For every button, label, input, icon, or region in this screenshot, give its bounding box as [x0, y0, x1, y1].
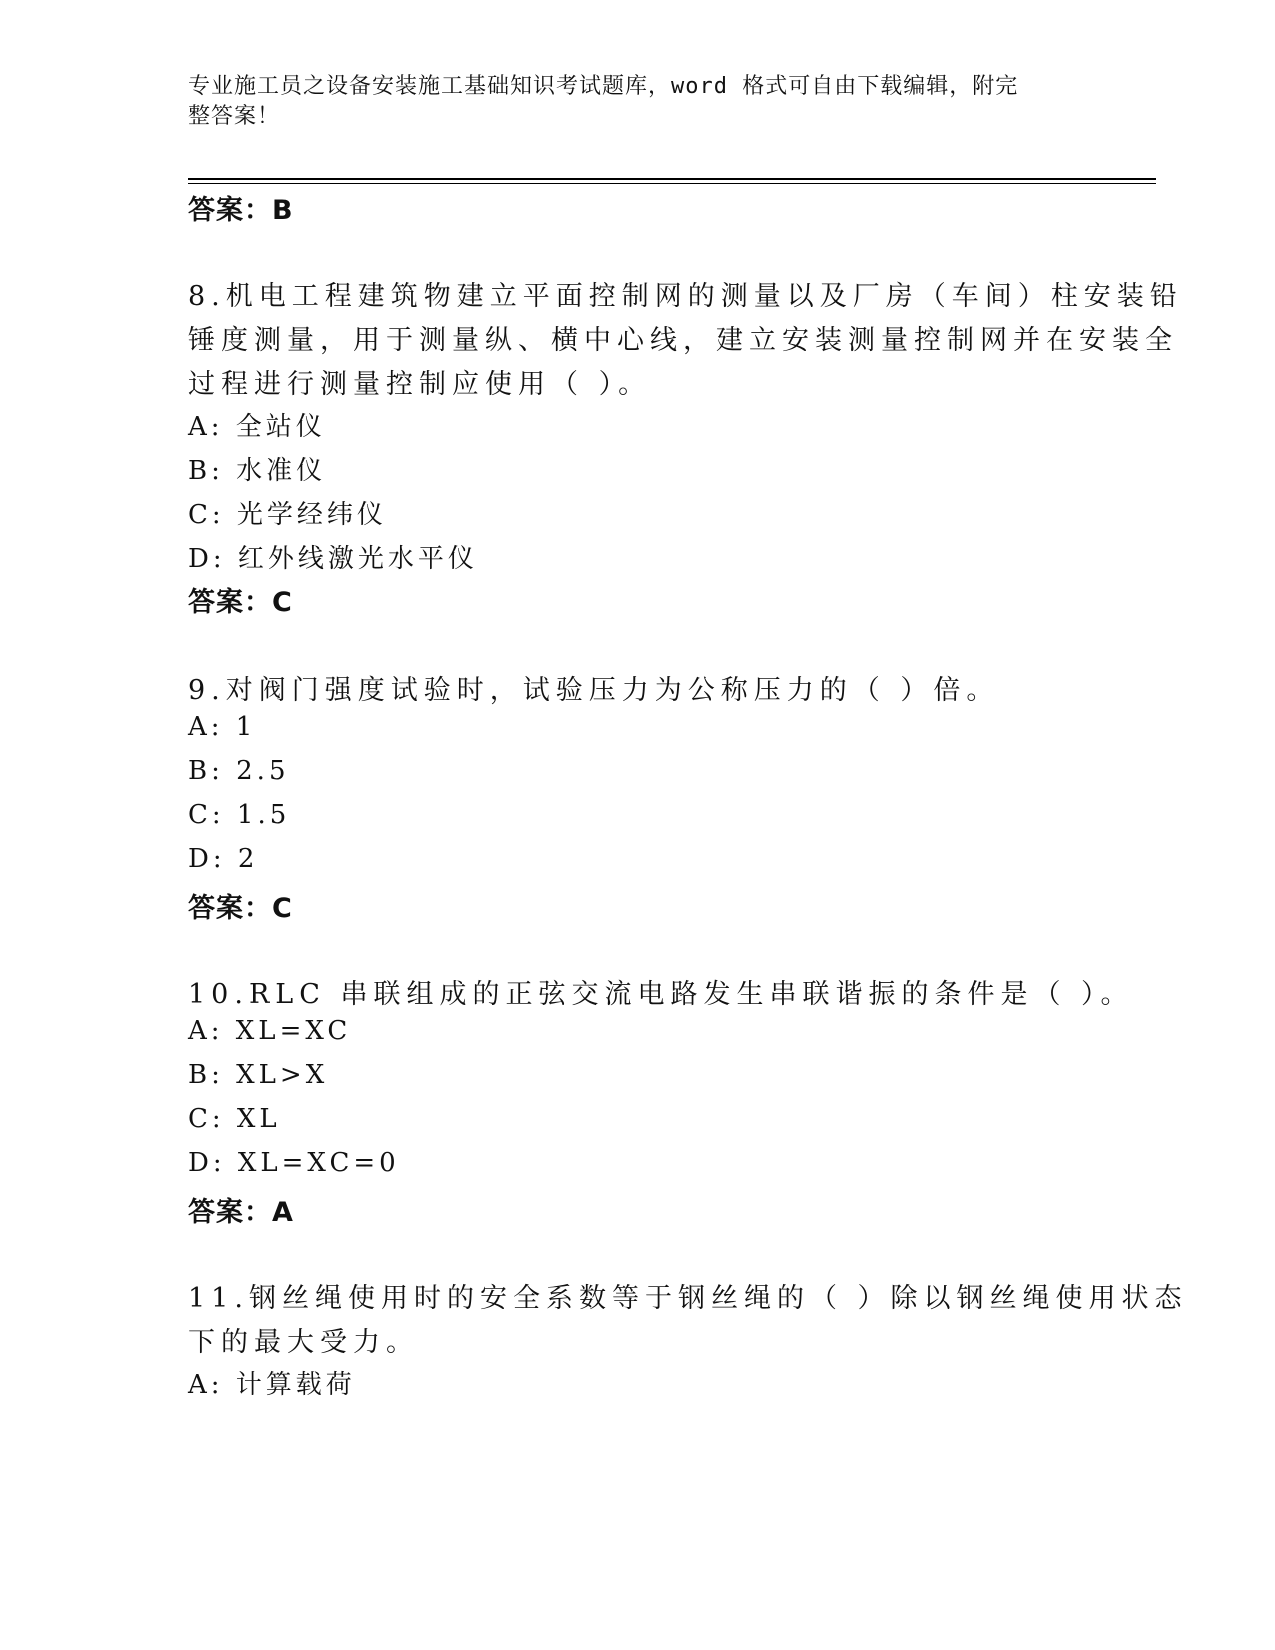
question-9-answer: 答案：C	[188, 893, 293, 924]
question-10-answer: 答案：A	[188, 1197, 294, 1228]
question-11-line-2: 下的最大受力。	[188, 1327, 419, 1358]
question-10-option-d: D: XL=XC=0	[188, 1148, 400, 1178]
question-11-line-1: 11.钢丝绳使用时的安全系数等于钢丝绳的（ ）除以钢丝绳使用状态	[188, 1283, 1188, 1314]
document-header	[188, 72, 1068, 132]
question-8-option-b: B: 水准仪	[188, 456, 327, 486]
header-rule-thick	[188, 178, 1156, 180]
header-line-1: 专业施工员之设备安装施工基础知识考试题库，word 格式可自由下载编辑，附完	[188, 74, 1019, 99]
question-8-option-c: C: 光学经纬仪	[188, 500, 387, 530]
question-9-option-a: A: 1	[188, 712, 257, 742]
question-8-option-d: D: 红外线激光水平仪	[188, 544, 478, 574]
question-10-line-1: 10.RLC 串联组成的正弦交流电路发生串联谐振的条件是（ ）。	[188, 979, 1134, 1010]
question-8-option-a: A: 全站仪	[188, 412, 326, 442]
question-9-option-c: C: 1.5	[188, 800, 291, 830]
question-9-line-1: 9.对阀门强度试验时，试验压力为公称压力的（ ）倍。	[188, 675, 1000, 706]
question-11-option-a: A: 计算载荷	[188, 1370, 356, 1400]
header-rule-thin	[188, 183, 1156, 184]
question-9-option-d: D: 2	[188, 844, 259, 874]
question-8-line-2: 锤度测量，用于测量纵、横中心线，建立安装测量控制网并在安装全	[188, 325, 1178, 356]
question-9-option-b: B: 2.5	[188, 756, 290, 786]
question-10-option-b: B: XL>X	[188, 1060, 329, 1090]
question-8-line-3: 过程进行测量控制应使用（ ）。	[188, 369, 652, 400]
header-line-2: 整答案！	[188, 104, 281, 129]
question-10-option-c: C: XL	[188, 1104, 281, 1134]
question-10-option-a: A: XL=XC	[188, 1016, 352, 1046]
answer-prev: 答案：B	[188, 195, 294, 226]
question-8-answer: 答案：C	[188, 587, 293, 618]
question-8-line-1: 8.机电工程建筑物建立平面控制网的测量以及厂房（车间）柱安装铅	[188, 281, 1183, 312]
